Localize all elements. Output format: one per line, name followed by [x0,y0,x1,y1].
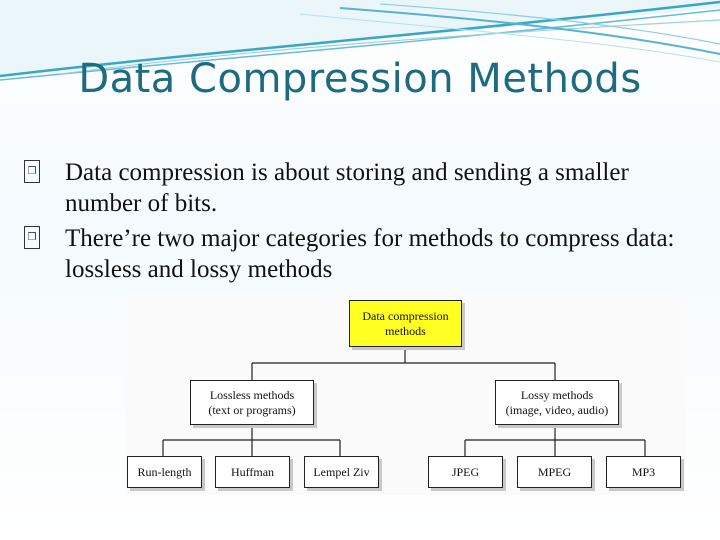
lossy-node [495,380,619,425]
lossy-node-line2: (image, video, audio) [505,402,609,417]
bullet-box-icon: ❒ [24,160,40,183]
lossless-node-line1: Lossless methods [209,387,295,402]
huffman-label: Huffman [230,464,275,479]
root-node-line2: methods [385,323,426,338]
run-length-node [127,456,202,488]
mp3-label: MP3 [631,464,656,479]
bullet-text: Data compression is about storing and sending a smaller number of bits. [65,159,629,217]
run-length-label: Run-length [137,464,192,479]
mpeg-node [517,456,592,488]
lempel-ziv-label: Lempel Ziv [313,464,370,479]
lossless-node [190,380,314,425]
bullet-item [24,157,704,219]
lempel-ziv-node [304,456,379,488]
mp3-node [606,456,681,488]
bullet-box-icon: ❒ [24,226,40,249]
bullet-text: There’re two major categories for methods to compress data: lossless and lossy methods [65,225,675,283]
jpeg-node [428,456,503,488]
root-node-line1: Data compression [362,308,449,323]
root-node [349,300,462,347]
slide-title: Data Compression Methods [78,56,642,102]
bullet-item [24,223,704,285]
lossy-node-line1: Lossy methods [520,387,594,402]
mpeg-label: MPEG [537,464,572,479]
bullet-list [24,157,704,289]
lossless-node-line2: (text or programs) [208,402,296,417]
jpeg-label: JPEG [451,464,480,479]
huffman-node [215,456,290,488]
